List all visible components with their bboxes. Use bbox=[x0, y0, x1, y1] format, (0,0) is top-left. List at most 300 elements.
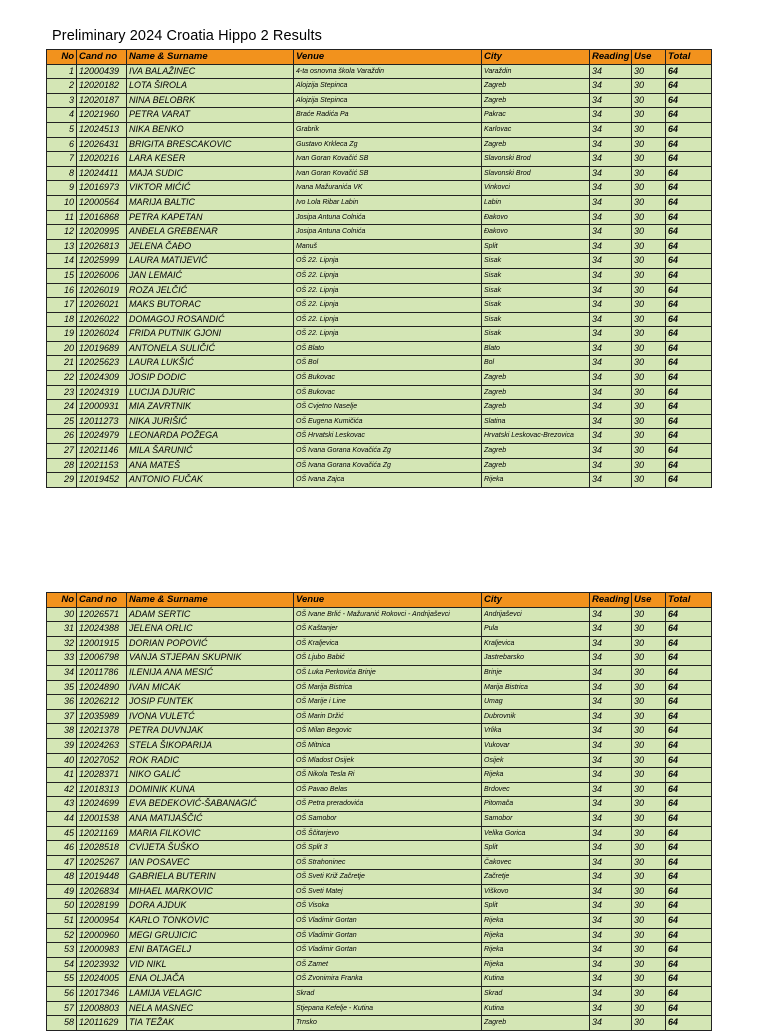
cell-city: Split bbox=[482, 239, 590, 254]
cell-use-score: 30 bbox=[632, 695, 666, 710]
cell-venue: OŠ Bukovac bbox=[294, 371, 482, 386]
table-row bbox=[47, 665, 712, 680]
cell-row-number: 49 bbox=[47, 884, 77, 899]
cell-venue: OŠ Bol bbox=[294, 356, 482, 371]
cell-candidate-number: 12020995 bbox=[77, 225, 127, 240]
cell-candidate-number: 12024411 bbox=[77, 166, 127, 181]
cell-use-score: 30 bbox=[632, 1016, 666, 1031]
cell-city: Zagreb bbox=[482, 458, 590, 473]
cell-row-number: 22 bbox=[47, 371, 77, 386]
cell-total-score: 64 bbox=[666, 385, 712, 400]
table-row bbox=[47, 283, 712, 298]
cell-venue: OŠ Zamet bbox=[294, 957, 482, 972]
cell-row-number: 1 bbox=[47, 64, 77, 79]
cell-name-surname: ANA MATIJAŠČIĆ bbox=[127, 811, 294, 826]
cell-use-score: 30 bbox=[632, 943, 666, 958]
cell-row-number: 39 bbox=[47, 738, 77, 753]
cell-use-score: 30 bbox=[632, 429, 666, 444]
cell-total-score: 64 bbox=[666, 914, 712, 929]
cell-city: Sisak bbox=[482, 283, 590, 298]
cell-reading-score: 34 bbox=[590, 341, 632, 356]
cell-reading-score: 34 bbox=[590, 1016, 632, 1031]
table-row bbox=[47, 166, 712, 181]
cell-use-score: 30 bbox=[632, 268, 666, 283]
cell-candidate-number: 12019689 bbox=[77, 341, 127, 356]
cell-candidate-number: 12021960 bbox=[77, 108, 127, 123]
cell-venue: OŠ 22. Lipnja bbox=[294, 298, 482, 313]
cell-candidate-number: 12028371 bbox=[77, 768, 127, 783]
cell-candidate-number: 12019448 bbox=[77, 870, 127, 885]
cell-use-score: 30 bbox=[632, 797, 666, 812]
table-row bbox=[47, 312, 712, 327]
cell-reading-score: 34 bbox=[590, 709, 632, 724]
cell-city: Viškovo bbox=[482, 884, 590, 899]
cell-use-score: 30 bbox=[632, 239, 666, 254]
cell-total-score: 64 bbox=[666, 79, 712, 94]
cell-venue: Grabrik bbox=[294, 122, 482, 137]
cell-use-score: 30 bbox=[632, 884, 666, 899]
cell-reading-score: 34 bbox=[590, 943, 632, 958]
cell-name-surname: ENI BATAGELJ bbox=[127, 943, 294, 958]
table-row bbox=[47, 473, 712, 488]
cell-total-score: 64 bbox=[666, 607, 712, 622]
cell-row-number: 55 bbox=[47, 972, 77, 987]
cell-use-score: 30 bbox=[632, 181, 666, 196]
cell-reading-score: 34 bbox=[590, 753, 632, 768]
cell-total-score: 64 bbox=[666, 239, 712, 254]
cell-reading-score: 34 bbox=[590, 371, 632, 386]
cell-reading-score: 34 bbox=[590, 884, 632, 899]
cell-reading-score: 34 bbox=[590, 870, 632, 885]
cell-name-surname: MAJA SUDIC bbox=[127, 166, 294, 181]
cell-reading-score: 34 bbox=[590, 458, 632, 473]
table-row bbox=[47, 181, 712, 196]
cell-row-number: 56 bbox=[47, 987, 77, 1002]
column-header-venue: Venue bbox=[294, 50, 482, 65]
cell-reading-score: 34 bbox=[590, 782, 632, 797]
cell-reading-score: 34 bbox=[590, 283, 632, 298]
table-row bbox=[47, 1016, 712, 1031]
cell-use-score: 30 bbox=[632, 444, 666, 459]
cell-venue: OŠ Ivana Gorana Kovačića Zg bbox=[294, 458, 482, 473]
cell-total-score: 64 bbox=[666, 458, 712, 473]
cell-reading-score: 34 bbox=[590, 210, 632, 225]
cell-use-score: 30 bbox=[632, 400, 666, 415]
column-header-venue: Venue bbox=[294, 593, 482, 608]
cell-reading-score: 34 bbox=[590, 724, 632, 739]
table-row bbox=[47, 943, 712, 958]
cell-venue: OŠ Marin Držić bbox=[294, 709, 482, 724]
table-row bbox=[47, 400, 712, 415]
cell-use-score: 30 bbox=[632, 841, 666, 856]
cell-row-number: 40 bbox=[47, 753, 77, 768]
cell-reading-score: 34 bbox=[590, 444, 632, 459]
cell-venue: OŠ Strahoninec bbox=[294, 855, 482, 870]
cell-total-score: 64 bbox=[666, 195, 712, 210]
cell-row-number: 54 bbox=[47, 957, 77, 972]
cell-use-score: 30 bbox=[632, 458, 666, 473]
cell-city: Blato bbox=[482, 341, 590, 356]
cell-total-score: 64 bbox=[666, 64, 712, 79]
cell-total-score: 64 bbox=[666, 797, 712, 812]
cell-use-score: 30 bbox=[632, 651, 666, 666]
cell-row-number: 35 bbox=[47, 680, 77, 695]
cell-candidate-number: 12024319 bbox=[77, 385, 127, 400]
column-header-total-score: Total bbox=[666, 50, 712, 65]
cell-candidate-number: 12006798 bbox=[77, 651, 127, 666]
cell-row-number: 33 bbox=[47, 651, 77, 666]
cell-candidate-number: 12016868 bbox=[77, 210, 127, 225]
cell-use-score: 30 bbox=[632, 356, 666, 371]
cell-name-surname: VID NIKL bbox=[127, 957, 294, 972]
cell-total-score: 64 bbox=[666, 137, 712, 152]
cell-city: Osijek bbox=[482, 753, 590, 768]
cell-name-surname: LEONARDA POŽEGA bbox=[127, 429, 294, 444]
cell-candidate-number: 12028199 bbox=[77, 899, 127, 914]
cell-use-score: 30 bbox=[632, 768, 666, 783]
cell-total-score: 64 bbox=[666, 928, 712, 943]
cell-candidate-number: 12026571 bbox=[77, 607, 127, 622]
column-header-city: City bbox=[482, 50, 590, 65]
table-row bbox=[47, 636, 712, 651]
cell-reading-score: 34 bbox=[590, 768, 632, 783]
cell-candidate-number: 12026834 bbox=[77, 884, 127, 899]
cell-venue: OŠ Visoka bbox=[294, 899, 482, 914]
cell-name-surname: MAKS BUTORAC bbox=[127, 298, 294, 313]
cell-venue: OŠ Pavao Belas bbox=[294, 782, 482, 797]
cell-venue: Trnsko bbox=[294, 1016, 482, 1031]
cell-city: Rijeka bbox=[482, 914, 590, 929]
cell-total-score: 64 bbox=[666, 695, 712, 710]
cell-row-number: 20 bbox=[47, 341, 77, 356]
table-row bbox=[47, 137, 712, 152]
cell-row-number: 26 bbox=[47, 429, 77, 444]
cell-name-surname: MEGI GRUJICIC bbox=[127, 928, 294, 943]
cell-city: Slavonski Brod bbox=[482, 152, 590, 167]
column-header-row-number: No bbox=[47, 593, 77, 608]
cell-city: Đakovo bbox=[482, 210, 590, 225]
cell-total-score: 64 bbox=[666, 327, 712, 342]
cell-row-number: 58 bbox=[47, 1016, 77, 1031]
cell-name-surname: IVAN MICAK bbox=[127, 680, 294, 695]
cell-row-number: 5 bbox=[47, 122, 77, 137]
cell-reading-score: 34 bbox=[590, 108, 632, 123]
column-header-city: City bbox=[482, 593, 590, 608]
cell-venue: OŠ Petra preradovića bbox=[294, 797, 482, 812]
cell-candidate-number: 12024309 bbox=[77, 371, 127, 386]
cell-name-surname: JELENA ORLIC bbox=[127, 622, 294, 637]
cell-total-score: 64 bbox=[666, 122, 712, 137]
cell-city: Zagreb bbox=[482, 1016, 590, 1031]
table-row bbox=[47, 782, 712, 797]
cell-reading-score: 34 bbox=[590, 957, 632, 972]
cell-city: Hrvatski Leskovac-Brezovica bbox=[482, 429, 590, 444]
cell-name-surname: BRIGITA BRESCAKOVIC bbox=[127, 137, 294, 152]
cell-total-score: 64 bbox=[666, 429, 712, 444]
table-row bbox=[47, 622, 712, 637]
cell-candidate-number: 12016973 bbox=[77, 181, 127, 196]
cell-total-score: 64 bbox=[666, 738, 712, 753]
cell-name-surname: TIA TEŽAK bbox=[127, 1016, 294, 1031]
cell-reading-score: 34 bbox=[590, 811, 632, 826]
column-header-use-score: Use bbox=[632, 593, 666, 608]
cell-name-surname: VANJA STJEPAN SKUPNIK bbox=[127, 651, 294, 666]
cell-venue: OŠ Marije i Line bbox=[294, 695, 482, 710]
cell-candidate-number: 12024513 bbox=[77, 122, 127, 137]
cell-reading-score: 34 bbox=[590, 680, 632, 695]
cell-venue: OŠ Ivana Zajca bbox=[294, 473, 482, 488]
cell-total-score: 64 bbox=[666, 768, 712, 783]
cell-venue: OŠ Ivana Gorana Kovačića Zg bbox=[294, 444, 482, 459]
cell-name-surname: KARLO TONKOVIC bbox=[127, 914, 294, 929]
cell-city: Varaždin bbox=[482, 64, 590, 79]
cell-candidate-number: 12025623 bbox=[77, 356, 127, 371]
cell-row-number: 51 bbox=[47, 914, 77, 929]
cell-name-surname: NIKA BENKO bbox=[127, 122, 294, 137]
cell-candidate-number: 12000960 bbox=[77, 928, 127, 943]
cell-candidate-number: 12018313 bbox=[77, 782, 127, 797]
cell-city: Pula bbox=[482, 622, 590, 637]
cell-total-score: 64 bbox=[666, 899, 712, 914]
cell-reading-score: 34 bbox=[590, 312, 632, 327]
table-row bbox=[47, 225, 712, 240]
cell-use-score: 30 bbox=[632, 166, 666, 181]
results-table-1 bbox=[46, 49, 712, 488]
cell-name-surname: PETRA VARAT bbox=[127, 108, 294, 123]
table-row bbox=[47, 385, 712, 400]
cell-candidate-number: 12025267 bbox=[77, 855, 127, 870]
cell-reading-score: 34 bbox=[590, 356, 632, 371]
cell-name-surname: FRIDA PUTNIK GJONI bbox=[127, 327, 294, 342]
cell-reading-score: 34 bbox=[590, 64, 632, 79]
cell-candidate-number: 12001538 bbox=[77, 811, 127, 826]
cell-row-number: 9 bbox=[47, 181, 77, 196]
table-row bbox=[47, 429, 712, 444]
cell-total-score: 64 bbox=[666, 943, 712, 958]
cell-total-score: 64 bbox=[666, 841, 712, 856]
cell-city: Brdovec bbox=[482, 782, 590, 797]
cell-total-score: 64 bbox=[666, 181, 712, 196]
cell-venue: Gustavo Krkleca Zg bbox=[294, 137, 482, 152]
cell-venue: OŠ Hrvatski Leskovac bbox=[294, 429, 482, 444]
cell-city: Kutina bbox=[482, 1001, 590, 1016]
cell-name-surname: IVA BALAŽINEC bbox=[127, 64, 294, 79]
cell-use-score: 30 bbox=[632, 724, 666, 739]
cell-reading-score: 34 bbox=[590, 268, 632, 283]
cell-name-surname: LAURA LUKŠIĆ bbox=[127, 356, 294, 371]
cell-venue: OŠ Mladost Osijek bbox=[294, 753, 482, 768]
table-row bbox=[47, 152, 712, 167]
cell-use-score: 30 bbox=[632, 607, 666, 622]
cell-venue: Josipa Antuna Colnića bbox=[294, 225, 482, 240]
cell-total-score: 64 bbox=[666, 724, 712, 739]
cell-name-surname: LUCIJA DJURIC bbox=[127, 385, 294, 400]
cell-use-score: 30 bbox=[632, 811, 666, 826]
cell-name-surname: EVA BEDEKOVIĆ-ŠABANAGIĆ bbox=[127, 797, 294, 812]
cell-name-surname: PETRA DUVNJAK bbox=[127, 724, 294, 739]
cell-candidate-number: 12024979 bbox=[77, 429, 127, 444]
cell-venue: OŠ 22. Lipnja bbox=[294, 327, 482, 342]
cell-total-score: 64 bbox=[666, 884, 712, 899]
table-row bbox=[47, 797, 712, 812]
cell-name-surname: NIKO GALIĆ bbox=[127, 768, 294, 783]
cell-use-score: 30 bbox=[632, 152, 666, 167]
table-row bbox=[47, 855, 712, 870]
cell-row-number: 28 bbox=[47, 458, 77, 473]
cell-row-number: 42 bbox=[47, 782, 77, 797]
cell-use-score: 30 bbox=[632, 899, 666, 914]
cell-venue: OŠ Vladimir Gortan bbox=[294, 928, 482, 943]
table-row bbox=[47, 371, 712, 386]
cell-name-surname: PETRA KAPETAN bbox=[127, 210, 294, 225]
cell-use-score: 30 bbox=[632, 341, 666, 356]
cell-row-number: 16 bbox=[47, 283, 77, 298]
cell-total-score: 64 bbox=[666, 665, 712, 680]
cell-city: Zagreb bbox=[482, 444, 590, 459]
cell-venue: Josipa Antuna Colnića bbox=[294, 210, 482, 225]
cell-city: Rijeka bbox=[482, 957, 590, 972]
cell-reading-score: 34 bbox=[590, 137, 632, 152]
cell-row-number: 52 bbox=[47, 928, 77, 943]
cell-row-number: 15 bbox=[47, 268, 77, 283]
cell-candidate-number: 12023932 bbox=[77, 957, 127, 972]
cell-city: Bol bbox=[482, 356, 590, 371]
cell-name-surname: JAN LEMAIĆ bbox=[127, 268, 294, 283]
cell-name-surname: CVIJETA ŠUŠKO bbox=[127, 841, 294, 856]
cell-total-score: 64 bbox=[666, 298, 712, 313]
cell-city: Zagreb bbox=[482, 400, 590, 415]
cell-name-surname: VIKTOR MIĆIĆ bbox=[127, 181, 294, 196]
cell-row-number: 24 bbox=[47, 400, 77, 415]
cell-use-score: 30 bbox=[632, 665, 666, 680]
table-row bbox=[47, 680, 712, 695]
column-header-name-surname: Name & Surname bbox=[127, 593, 294, 608]
cell-row-number: 50 bbox=[47, 899, 77, 914]
cell-candidate-number: 12021146 bbox=[77, 444, 127, 459]
cell-reading-score: 34 bbox=[590, 225, 632, 240]
cell-row-number: 27 bbox=[47, 444, 77, 459]
cell-candidate-number: 12024263 bbox=[77, 738, 127, 753]
table-row bbox=[47, 884, 712, 899]
cell-reading-score: 34 bbox=[590, 914, 632, 929]
cell-reading-score: 34 bbox=[590, 826, 632, 841]
table-row bbox=[47, 122, 712, 137]
cell-total-score: 64 bbox=[666, 225, 712, 240]
cell-reading-score: 34 bbox=[590, 122, 632, 137]
table-row bbox=[47, 972, 712, 987]
cell-venue: OŠ Kaštanjer bbox=[294, 622, 482, 637]
cell-use-score: 30 bbox=[632, 414, 666, 429]
cell-name-surname: ANA MATEŠ bbox=[127, 458, 294, 473]
cell-row-number: 3 bbox=[47, 93, 77, 108]
table-row bbox=[47, 753, 712, 768]
cell-total-score: 64 bbox=[666, 1016, 712, 1031]
cell-use-score: 30 bbox=[632, 137, 666, 152]
cell-reading-score: 34 bbox=[590, 899, 632, 914]
cell-venue: OŠ 22. Lipnja bbox=[294, 268, 482, 283]
table-row bbox=[47, 914, 712, 929]
cell-use-score: 30 bbox=[632, 914, 666, 929]
cell-candidate-number: 12000983 bbox=[77, 943, 127, 958]
table-row bbox=[47, 327, 712, 342]
cell-row-number: 46 bbox=[47, 841, 77, 856]
cell-venue: OŠ Milan Begovic bbox=[294, 724, 482, 739]
cell-candidate-number: 12024388 bbox=[77, 622, 127, 637]
cell-total-score: 64 bbox=[666, 473, 712, 488]
cell-use-score: 30 bbox=[632, 93, 666, 108]
cell-total-score: 64 bbox=[666, 166, 712, 181]
cell-candidate-number: 12021169 bbox=[77, 826, 127, 841]
cell-venue: Ivo Lola Ribar Labin bbox=[294, 195, 482, 210]
table-row bbox=[47, 239, 712, 254]
cell-row-number: 38 bbox=[47, 724, 77, 739]
cell-city: Vukovar bbox=[482, 738, 590, 753]
cell-venue: OŠ Luka Perkovića Brinje bbox=[294, 665, 482, 680]
table-row bbox=[47, 899, 712, 914]
column-header-total-score: Total bbox=[666, 593, 712, 608]
cell-use-score: 30 bbox=[632, 108, 666, 123]
cell-name-surname: JELENA ČAĐO bbox=[127, 239, 294, 254]
cell-city: Slavonski Brod bbox=[482, 166, 590, 181]
cell-total-score: 64 bbox=[666, 753, 712, 768]
table-row bbox=[47, 841, 712, 856]
cell-venue: OŠ Marija Bistrica bbox=[294, 680, 482, 695]
cell-row-number: 12 bbox=[47, 225, 77, 240]
cell-city: Dubrovnik bbox=[482, 709, 590, 724]
cell-use-score: 30 bbox=[632, 870, 666, 885]
cell-candidate-number: 12000954 bbox=[77, 914, 127, 929]
cell-name-surname: JOSIP DODIC bbox=[127, 371, 294, 386]
cell-use-score: 30 bbox=[632, 122, 666, 137]
cell-row-number: 13 bbox=[47, 239, 77, 254]
cell-total-score: 64 bbox=[666, 709, 712, 724]
cell-city: Sisak bbox=[482, 268, 590, 283]
cell-reading-score: 34 bbox=[590, 400, 632, 415]
cell-city: Rijeka bbox=[482, 943, 590, 958]
cell-venue: Skrad bbox=[294, 987, 482, 1002]
table-row bbox=[47, 268, 712, 283]
cell-city: Split bbox=[482, 841, 590, 856]
cell-use-score: 30 bbox=[632, 327, 666, 342]
cell-total-score: 64 bbox=[666, 414, 712, 429]
cell-venue: OŠ Vladimir Gortan bbox=[294, 943, 482, 958]
cell-name-surname: MIHAEL MARKOVIC bbox=[127, 884, 294, 899]
cell-row-number: 32 bbox=[47, 636, 77, 651]
cell-row-number: 19 bbox=[47, 327, 77, 342]
cell-row-number: 23 bbox=[47, 385, 77, 400]
cell-total-score: 64 bbox=[666, 312, 712, 327]
column-header-row-number: No bbox=[47, 50, 77, 65]
cell-reading-score: 34 bbox=[590, 1001, 632, 1016]
cell-city: Sisak bbox=[482, 312, 590, 327]
cell-name-surname: DOMAGOJ ROSANDIĆ bbox=[127, 312, 294, 327]
cell-name-surname: IAN POSAVEC bbox=[127, 855, 294, 870]
cell-use-score: 30 bbox=[632, 385, 666, 400]
cell-candidate-number: 12025999 bbox=[77, 254, 127, 269]
cell-venue: Alojzija Stepinca bbox=[294, 93, 482, 108]
cell-row-number: 7 bbox=[47, 152, 77, 167]
table-row bbox=[47, 768, 712, 783]
cell-city: Andrijaševci bbox=[482, 607, 590, 622]
table-row bbox=[47, 93, 712, 108]
cell-name-surname: MILA ŠARUNIĆ bbox=[127, 444, 294, 459]
cell-candidate-number: 12001915 bbox=[77, 636, 127, 651]
cell-venue: OŠ Split 3 bbox=[294, 841, 482, 856]
cell-name-surname: GABRIELA BUTERIN bbox=[127, 870, 294, 885]
cell-use-score: 30 bbox=[632, 738, 666, 753]
cell-use-score: 30 bbox=[632, 210, 666, 225]
cell-venue: OŠ 22. Lipnja bbox=[294, 283, 482, 298]
